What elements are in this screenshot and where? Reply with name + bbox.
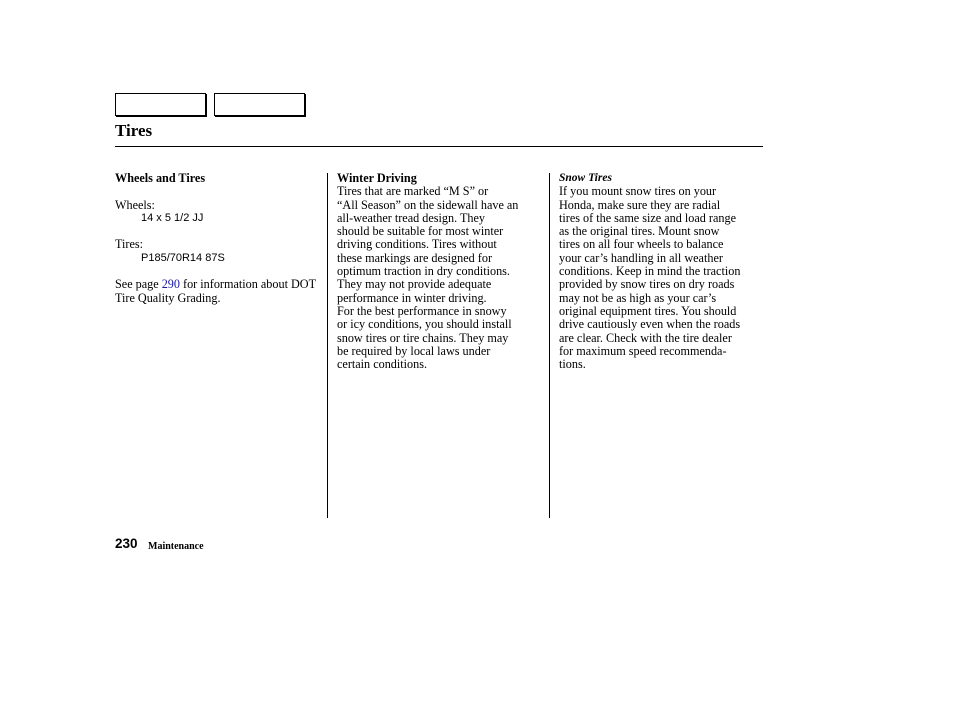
- page-title: Tires: [115, 121, 153, 140]
- column-wheels-and-tires: [115, 172, 320, 305]
- column-divider-2: [549, 173, 550, 518]
- column-winter-driving: [337, 172, 542, 371]
- see-page-reference: [115, 278, 320, 305]
- footer-section-name: Maintenance: [148, 541, 204, 552]
- column-divider-1: [327, 173, 328, 518]
- see-page-prefix: See page: [115, 277, 162, 292]
- see-page-suffix: for information about DOT Tire Quality Grading.: [115, 277, 316, 305]
- nav-tab-box-right[interactable]: [214, 93, 305, 116]
- column-snow-tires: [559, 172, 764, 371]
- title-divider: [115, 146, 763, 147]
- snow-tires-paragraph: If you mount snow tires on your Honda, make sure they are radial tires of the same size and load range as the original tires. Mount snow tires on all four wheels to balance your car’s handling in all weather conditions. Keep in mind the traction provided by snow tires on dry roads may not be as high as your car’s original equipment tires. You should drive cautiously even when the roads are clear. Check with the tire dealer for maximum speed recommenda- tions.: [559, 184, 741, 372]
- page-290-link[interactable]: 290: [161, 277, 180, 292]
- tires-label: Tires:: [115, 237, 143, 252]
- tires-value: P185/70R14 87S: [141, 251, 225, 264]
- winter-driving-paragraph-1: Tires that are marked “M S” or “All Season” on the sidewall have an all-weather tread design. They should be suitable for most winter driving conditions. Tires without these markings are designed for optimum traction in dry conditions. They may not provide adequate performance in winter driving.: [337, 184, 519, 305]
- wheels-label: Wheels:: [115, 197, 155, 212]
- page-number: 230: [115, 536, 138, 551]
- winter-driving-paragraph-2: For the best performance in snowy or icy conditions, you should install snow tires or tire chains. They may be required by local laws under certain conditions.: [337, 303, 512, 372]
- section-heading-snow-tires: Snow Tires: [559, 172, 612, 184]
- wheels-value: 14 x 5 1/2 JJ: [141, 211, 204, 224]
- section-heading-winter-driving: Winter Driving: [337, 171, 417, 185]
- section-heading-wheels-and-tires: Wheels and Tires: [115, 171, 206, 185]
- nav-tab-box-left[interactable]: [115, 93, 206, 116]
